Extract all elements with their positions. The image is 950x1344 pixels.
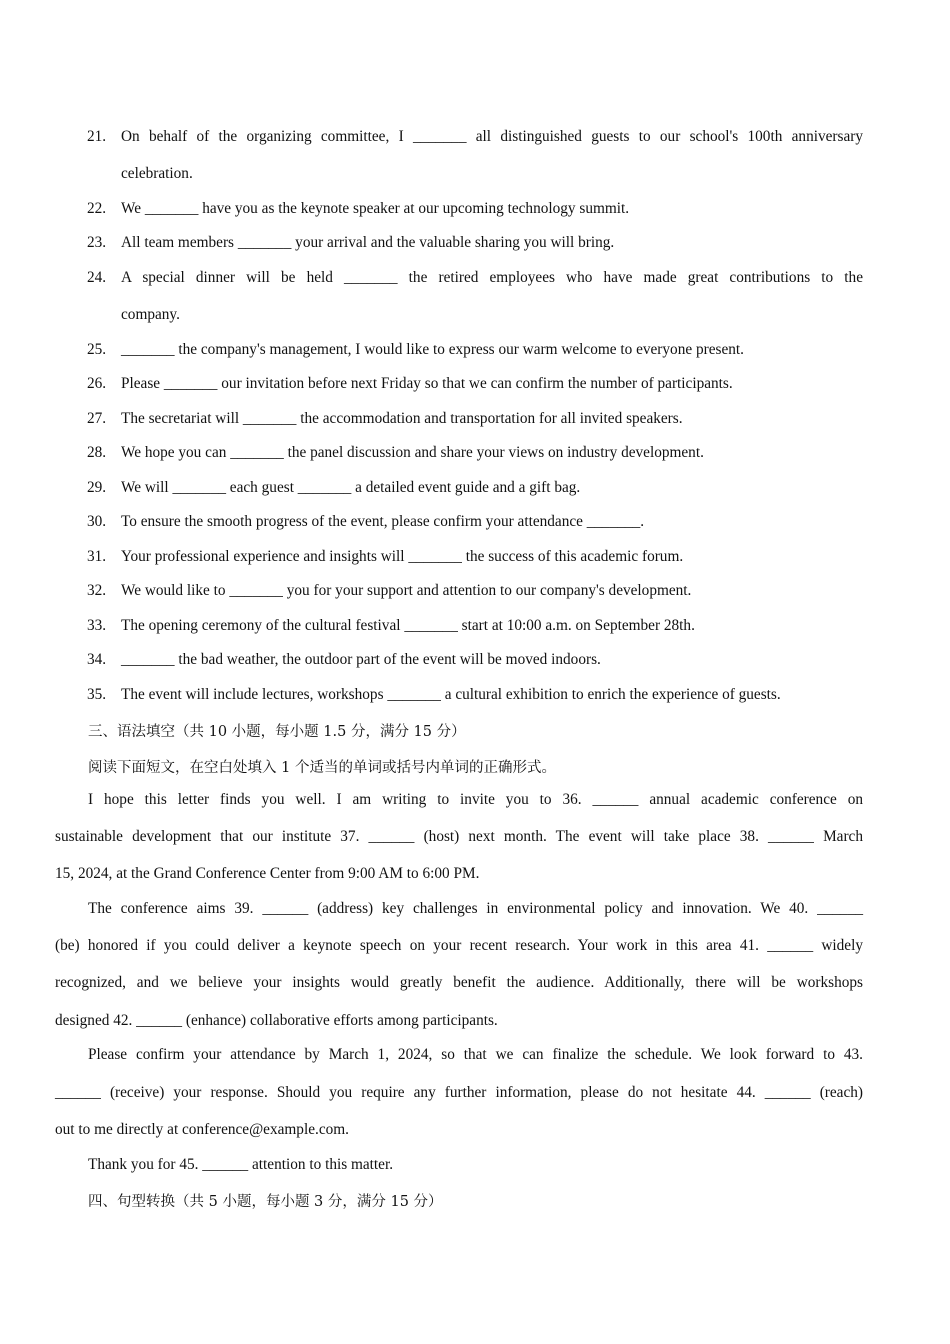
question-text: The opening ceremony of the cultural festival _______ start at 10:00 a.m. on September 28th. xyxy=(121,617,695,634)
section-4-heading: 四、句型转换（共 5 小题，每小题 3 分，满分 15 分） xyxy=(88,1194,443,1210)
question-text: To ensure the smooth progress of the event, please confirm your attendance _______. xyxy=(121,513,645,530)
question-number: 33. xyxy=(87,617,107,634)
question-number: 22. xyxy=(87,200,107,217)
passage-p2-line2: (be) honored if you could deliver a keynote speech on your recent research. Your work in this area 41. ______ widely xyxy=(55,937,863,954)
passage-p1-line3: 15, 2024, at the Grand Conference Center from 9:00 AM to 6:00 PM. xyxy=(55,865,480,882)
question-number: 26. xyxy=(87,375,107,392)
question-text: The secretariat will _______ the accommodation and transportation for all invited speakers. xyxy=(121,410,683,427)
question-text: We _______ have you as the keynote speaker at our upcoming technology summit. xyxy=(121,200,630,217)
question-number: 32. xyxy=(87,582,107,599)
question-text: The event will include lectures, workshops _______ a cultural exhibition to enrich the experience of guests. xyxy=(121,686,781,703)
question-text: Please _______ our invitation before next Friday so that we can confirm the number of participants. xyxy=(121,375,733,392)
passage-p4: Thank you for 45. ______ attention to this matter. xyxy=(88,1156,394,1173)
question-text: We would like to _______ you for your support and attention to our company's development. xyxy=(121,582,692,599)
question-text-cont: company. xyxy=(121,306,180,323)
passage-p3-line1: Please confirm your attendance by March 1, 2024, so that we can finalize the schedule. We look forward to 43. xyxy=(88,1046,863,1063)
question-number: 25. xyxy=(87,341,107,358)
question-number: 21. xyxy=(87,128,107,145)
passage-p1-line1: I hope this letter finds you well. I am writing to invite you to 36. ______ annual academic conference on xyxy=(88,791,863,808)
question-number: 23. xyxy=(87,234,107,251)
question-text-cont: celebration. xyxy=(121,165,193,182)
question-number: 31. xyxy=(87,548,107,565)
question-text: On behalf of the organizing committee, I _______ all distinguished guests to our school's 100th anniversary xyxy=(121,128,863,145)
section-3-instruction: 阅读下面短文，在空白处填入 1 个适当的单词或括号内单词的正确形式。 xyxy=(88,760,556,776)
passage-p3-line2: ______ (receive) your response. Should you require any further information, please do not hesitate 44. ______ (reach) xyxy=(55,1084,863,1101)
question-number: 34. xyxy=(87,651,107,668)
question-text: A special dinner will be held _______ the retired employees who have made great contributions to the xyxy=(121,269,863,286)
passage-p2-line4: designed 42. ______ (enhance) collaborative efforts among participants. xyxy=(55,1012,498,1029)
question-text: _______ the company's management, I would like to express our warm welcome to everyone present. xyxy=(121,341,744,358)
passage-p2-line3: recognized, and we believe your insights would greatly benefit the audience. Additionally, there will be workshops xyxy=(55,974,863,991)
section-3-heading: 三、语法填空（共 10 小题，每小题 1.5 分，满分 15 分） xyxy=(88,724,466,740)
question-number: 27. xyxy=(87,410,107,427)
question-number: 28. xyxy=(87,444,107,461)
question-number: 35. xyxy=(87,686,107,703)
passage-p3-line3: out to me directly at conference@example.com. xyxy=(55,1121,349,1138)
passage-p2-line1: The conference aims 39. ______ (address) key challenges in environmental policy and innovation. We 40. ______ xyxy=(88,900,863,917)
question-number: 29. xyxy=(87,479,107,496)
question-text: We hope you can _______ the panel discussion and share your views on industry development. xyxy=(121,444,704,461)
question-text: All team members _______ your arrival and the valuable sharing you will bring. xyxy=(121,234,615,251)
question-number: 30. xyxy=(87,513,107,530)
question-text: We will _______ each guest _______ a detailed event guide and a gift bag. xyxy=(121,479,581,496)
question-text: _______ the bad weather, the outdoor part of the event will be moved indoors. xyxy=(121,651,601,668)
question-text: Your professional experience and insights will _______ the success of this academic forum. xyxy=(121,548,684,565)
question-number: 24. xyxy=(87,269,107,286)
passage-p1-line2: sustainable development that our institute 37. ______ (host) next month. The event will take place 38. ______ March xyxy=(55,828,863,845)
